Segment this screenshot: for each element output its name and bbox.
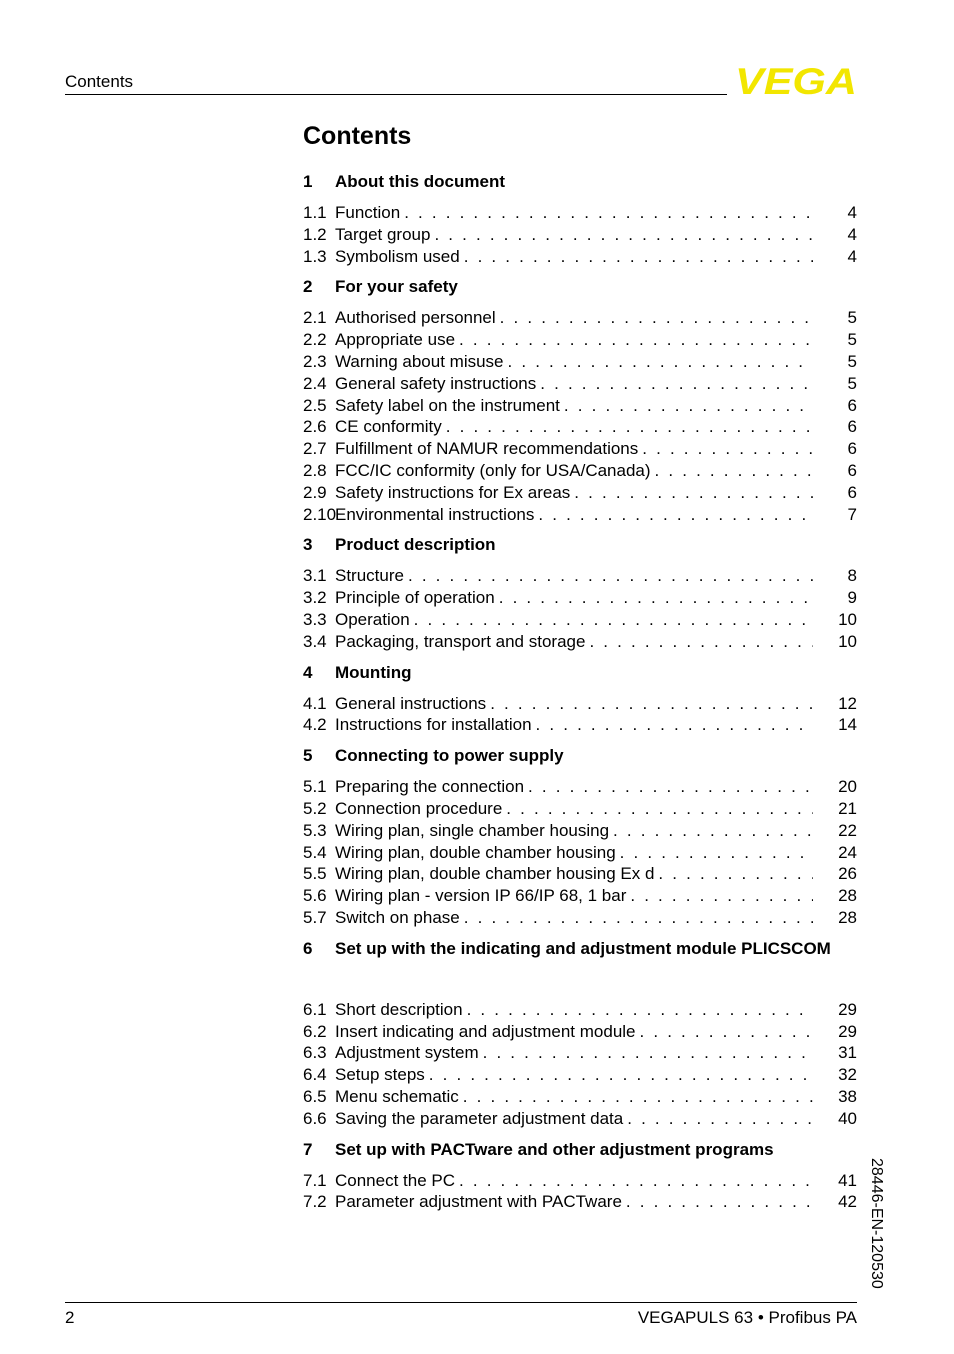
toc-entry[interactable] [303, 1086, 857, 1108]
toc-entry-title: Appropriate use [335, 330, 456, 350]
toc-entry-title: Parameter adjustment with PACTware [335, 1192, 622, 1212]
toc-section-heading[interactable] [303, 746, 857, 766]
toc-entry[interactable] [303, 416, 857, 438]
toc-entry-number: 2.5 [303, 395, 327, 415]
toc-entry-page: 31 [838, 1043, 857, 1063]
toc-dot-leader [483, 1042, 813, 1064]
toc-entry-title: Menu schematic [335, 1086, 459, 1106]
toc-section-number: 6 [303, 938, 313, 958]
toc-section-number: 5 [303, 746, 313, 766]
toc-dot-leader [627, 1108, 813, 1130]
toc-entry[interactable] [303, 224, 857, 246]
toc-entry-title: Authorised personnel [335, 308, 496, 328]
toc-entry-number: 6.6 [303, 1108, 327, 1128]
toc-entry-number: 2.4 [303, 373, 327, 393]
toc-entry-page: 6 [847, 439, 857, 459]
toc-entry-number: 3.1 [303, 566, 327, 586]
toc-entry[interactable] [303, 907, 857, 929]
toc-entry-number: 1.1 [303, 203, 327, 222]
toc-entry-number: 6.2 [303, 1021, 327, 1041]
toc-entry-page: 32 [838, 1065, 857, 1085]
toc-entry-number: 2.6 [303, 417, 327, 437]
toc-entry-page: 6 [847, 460, 857, 480]
toc-entry[interactable] [303, 631, 857, 653]
toc-entry-page: 28 [838, 886, 857, 906]
toc-entry-page: 24 [838, 842, 857, 862]
toc-entry-page: 5 [847, 373, 857, 393]
toc-entry-title: Preparing the connection [335, 777, 525, 797]
toc-entry-title: Instructions for installation [335, 715, 532, 735]
toc-section-number: 4 [303, 662, 313, 682]
toc-entry-page: 4 [847, 224, 857, 244]
toc-entry-title: Principle of operation [335, 588, 495, 608]
toc-entry-page: 28 [838, 907, 857, 927]
toc-section-title: About this document [335, 172, 505, 191]
toc-entry[interactable] [303, 820, 857, 842]
toc-section-heading[interactable] [303, 535, 857, 555]
toc-entry-page: 6 [847, 482, 857, 502]
toc-entry-title: CE conformity [335, 417, 442, 437]
toc-entry-title: Structure [335, 566, 404, 586]
toc-section [303, 535, 857, 652]
toc-section-title: Mounting [335, 662, 412, 682]
toc-section-title: Set up with the indicating and adjustment module PLICSCOM [335, 938, 831, 958]
toc-entry[interactable] [303, 438, 857, 460]
toc-entry[interactable] [303, 1108, 857, 1130]
toc-entry[interactable] [303, 842, 857, 864]
toc-entry-title: Safety instructions for Ex areas [335, 482, 571, 502]
toc-entry-page: 14 [838, 715, 857, 735]
toc-dot-leader [446, 416, 813, 438]
toc-dot-leader [589, 631, 813, 653]
toc-entry-page: 40 [838, 1108, 857, 1128]
toc-entry-number: 1.2 [303, 224, 327, 244]
toc-dot-leader [490, 693, 813, 715]
toc-entry-page: 41 [838, 1170, 857, 1190]
toc-dot-leader [538, 504, 813, 526]
toc-entry-number: 6.4 [303, 1065, 327, 1085]
toc-dot-leader [642, 438, 813, 460]
toc-entry-title: Short description [335, 999, 463, 1019]
toc-dot-leader [429, 1064, 813, 1086]
toc-dot-leader [640, 1021, 813, 1043]
toc-dot-leader [499, 587, 813, 609]
toc-entry-page: 26 [838, 864, 857, 884]
toc-entry-page: 20 [838, 777, 857, 797]
toc-entry-title: Wiring plan, single chamber housing [335, 820, 610, 840]
toc-entry-page: 5 [847, 351, 857, 371]
toc-entry-title: Adjustment system [335, 1043, 479, 1063]
toc-dot-leader [408, 565, 813, 587]
toc-section-heading[interactable] [303, 172, 857, 192]
toc-entry-page: 10 [838, 631, 857, 651]
toc-dot-leader [464, 246, 813, 268]
toc-entry-title: Packaging, transport and storage [335, 631, 586, 651]
toc-entry-number: 4.1 [303, 693, 327, 713]
toc-entry-title: Insert indicating and adjustment module [335, 1021, 636, 1041]
toc-dot-leader [434, 224, 813, 246]
vega-logo [735, 64, 857, 98]
toc-entry-title: Operation [335, 609, 410, 629]
toc-entry-title: Switch on phase [335, 907, 460, 927]
toc-entry[interactable] [303, 1170, 857, 1192]
toc-entry[interactable] [303, 714, 857, 736]
toc-section-title: Product description [335, 535, 496, 555]
toc-entry-number: 5.1 [303, 777, 327, 797]
toc-entry-number: 5.2 [303, 798, 327, 818]
toc-entry-title: Connection procedure [335, 798, 503, 818]
toc-entry-page: 8 [847, 566, 857, 586]
toc-entry-number: 4.2 [303, 715, 327, 735]
toc-entry-page: 4 [847, 203, 857, 222]
toc-entry-title: General instructions [335, 693, 487, 713]
toc-entry-number: 2.7 [303, 439, 327, 459]
toc-entry[interactable] [303, 504, 857, 526]
toc-entry-title: Fulfillment of NAMUR recommendations [335, 439, 639, 459]
toc-entry[interactable] [303, 693, 857, 715]
toc-dot-leader [414, 609, 813, 631]
toc-entry[interactable] [303, 999, 857, 1021]
toc-entry-page: 6 [847, 417, 857, 437]
toc-entry-page: 29 [838, 999, 857, 1019]
toc-entry[interactable] [303, 1191, 857, 1213]
toc-dot-leader [467, 999, 813, 1021]
toc-section-number: 2 [303, 277, 313, 297]
toc-section [303, 746, 857, 929]
toc-dot-leader [540, 373, 813, 395]
toc-entry-number: 3.3 [303, 609, 327, 629]
toc-entry-page: 5 [847, 330, 857, 350]
toc-entry-number: 5.7 [303, 907, 327, 927]
toc-dot-leader [464, 907, 813, 929]
footer-page-number: 2 [65, 1308, 75, 1327]
toc-entry[interactable] [303, 776, 857, 798]
toc-section-title: Set up with PACTware and other adjustment programs [335, 1139, 774, 1159]
toc-section-heading[interactable] [303, 277, 857, 297]
toc-entry-number: 2.10 [303, 504, 337, 524]
toc-entry-title: Safety label on the instrument [335, 395, 560, 415]
toc-entry-number: 2.1 [303, 308, 327, 328]
toc-entry-title: FCC/IC conformity (only for USA/Canada) [335, 460, 651, 480]
toc-entry-number: 2.3 [303, 351, 327, 371]
toc-entry[interactable] [303, 863, 857, 885]
toc-dot-leader [506, 798, 813, 820]
toc-dot-leader [536, 714, 813, 736]
toc-entry-page: 7 [847, 504, 857, 524]
toc-dot-leader [463, 1086, 813, 1108]
toc-entry-page: 21 [838, 798, 857, 818]
toc-entry-page: 10 [838, 609, 857, 629]
toc-dot-leader [528, 776, 813, 798]
toc-entry[interactable] [303, 482, 857, 504]
toc-section-heading[interactable] [303, 939, 857, 989]
toc-entry[interactable] [303, 587, 857, 609]
toc-entry-page: 4 [847, 246, 857, 266]
toc-dot-leader [620, 842, 813, 864]
toc-entry[interactable] [303, 202, 857, 224]
toc-dot-leader [574, 482, 813, 504]
footer-rule [65, 1302, 857, 1303]
toc-section-title: For your safety [335, 277, 458, 297]
toc-entry-title: Wiring plan, double chamber housing [335, 842, 616, 862]
toc-entry-page: 12 [838, 693, 857, 713]
toc-entry-title: Symbolism used [335, 246, 460, 266]
toc-entry-title: Wiring plan, double chamber housing Ex d [335, 864, 655, 884]
toc-entry-title: Setup steps [335, 1065, 425, 1085]
toc-entry-number: 3.4 [303, 631, 327, 651]
toc-entry-number: 5.3 [303, 820, 327, 840]
toc-dot-leader [613, 820, 813, 842]
toc-section [303, 172, 857, 267]
toc-entry[interactable] [303, 460, 857, 482]
toc-entry-title: Wiring plan - version IP 66/IP 68, 1 bar [335, 886, 627, 906]
toc-section-number: 7 [303, 1139, 313, 1159]
toc-dot-leader [630, 885, 813, 907]
toc-entry-number: 2.2 [303, 330, 327, 350]
toc-section [303, 277, 857, 525]
toc-entry-number: 1.3 [303, 246, 327, 266]
toc-dot-leader [564, 395, 813, 417]
toc-entry[interactable] [303, 395, 857, 417]
toc-entry[interactable] [303, 373, 857, 395]
document-code: 28446-EN-120530 [868, 1158, 885, 1289]
toc-entry-page: 5 [847, 308, 857, 328]
toc-section [303, 1140, 857, 1214]
toc-dot-leader [459, 1170, 813, 1192]
toc-entry-number: 2.9 [303, 482, 327, 502]
toc-entry[interactable] [303, 351, 857, 373]
toc-entry-number: 5.6 [303, 886, 327, 906]
toc-entry-title: Function [335, 203, 401, 222]
toc-entry[interactable] [303, 1021, 857, 1043]
table-of-contents [303, 172, 857, 1223]
toc-section-title: Connecting to power supply [335, 746, 564, 766]
toc-entry[interactable] [303, 1042, 857, 1064]
toc-entry-page: 42 [838, 1192, 857, 1212]
toc-entry[interactable] [303, 565, 857, 587]
toc-entry-page: 29 [838, 1021, 857, 1041]
toc-entry[interactable] [303, 246, 857, 268]
toc-entry-page: 9 [847, 588, 857, 608]
toc-entry-title: Connect the PC [335, 1170, 456, 1190]
toc-entry-number: 6.5 [303, 1086, 327, 1106]
toc-entry[interactable] [303, 1064, 857, 1086]
toc-entry-number: 2.8 [303, 460, 327, 480]
toc-entry-number: 6.3 [303, 1043, 327, 1063]
toc-entry[interactable] [303, 307, 857, 329]
toc-dot-leader [404, 202, 813, 224]
toc-entry-title: Environmental instructions [335, 504, 535, 524]
toc-entry-number: 7.2 [303, 1192, 327, 1212]
toc-dot-leader [459, 329, 813, 351]
toc-entry-number: 7.1 [303, 1170, 327, 1190]
toc-section [303, 663, 857, 737]
toc-entry-title: Saving the parameter adjustment data [335, 1108, 624, 1128]
footer-product: VEGAPULS 63 • Profibus PA [637, 1308, 857, 1327]
toc-dot-leader [655, 460, 813, 482]
toc-dot-leader [500, 307, 813, 329]
toc-entry-number: 3.2 [303, 588, 327, 608]
toc-dot-leader [626, 1191, 813, 1213]
toc-section [303, 939, 857, 1130]
toc-entry-title: Target group [335, 224, 431, 244]
toc-entry[interactable] [303, 329, 857, 351]
toc-entry[interactable] [303, 609, 857, 631]
toc-section-heading[interactable] [303, 663, 857, 683]
toc-entry-number: 5.4 [303, 842, 327, 862]
toc-entry-number: 5.5 [303, 864, 327, 884]
vega-logo-text: VEGA [735, 64, 857, 98]
toc-dot-leader [658, 863, 813, 885]
toc-entry-page: 38 [838, 1086, 857, 1106]
toc-entry-title: General safety instructions [335, 373, 537, 393]
toc-section-number: 3 [303, 535, 313, 555]
toc-entry-page: 22 [838, 820, 857, 840]
toc-dot-leader [508, 351, 813, 373]
toc-entry[interactable] [303, 885, 857, 907]
toc-entry-page: 6 [847, 395, 857, 415]
toc-entry-number: 6.1 [303, 999, 327, 1019]
toc-section-number: 1 [303, 172, 313, 191]
header-label: Contents [65, 72, 134, 91]
toc-section-heading[interactable] [303, 1140, 857, 1160]
header-rule [65, 94, 727, 95]
toc-entry[interactable] [303, 798, 857, 820]
page-title: Contents [303, 122, 412, 150]
toc-entry-title: Warning about misuse [335, 351, 504, 371]
